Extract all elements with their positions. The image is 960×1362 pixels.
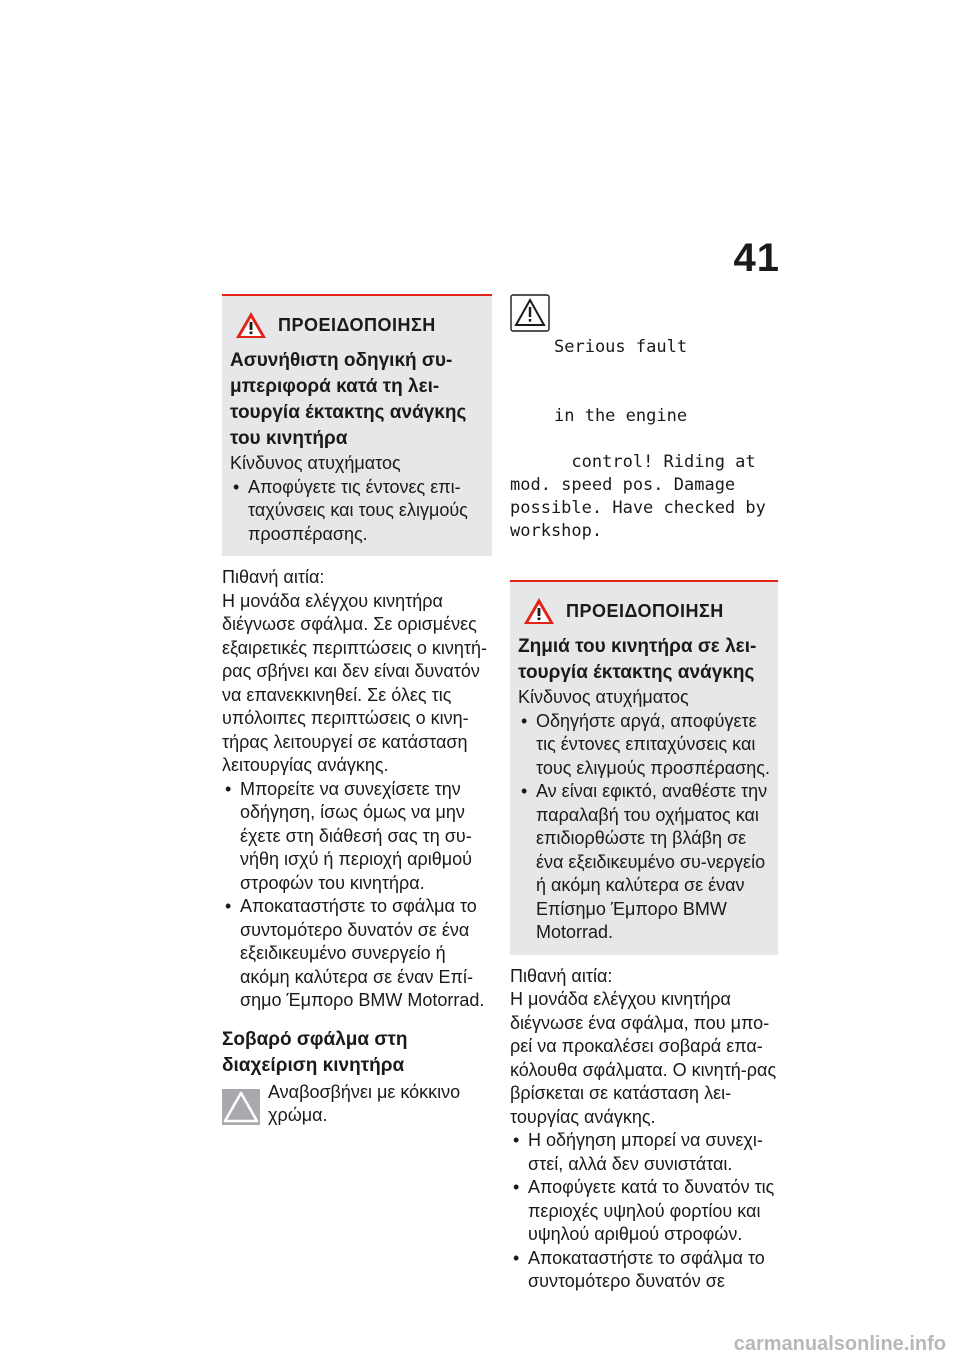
warning-label: ΠΡΟΕΙΔΟΠΟΙΗΣΗ bbox=[278, 314, 436, 335]
list-item: • Η οδήγηση μπορεί να συνεχι-στεί, αλλά δεν συνιστάται. bbox=[510, 1129, 778, 1176]
watermark: carmanualsonline.info bbox=[733, 1333, 946, 1355]
warning-bullets bbox=[518, 710, 770, 945]
indicator-row bbox=[222, 1081, 492, 1128]
indicator-text: Αναβοσβήνει με κόκκινο χρώμα. bbox=[268, 1081, 461, 1125]
right-column bbox=[510, 290, 778, 1294]
action-bullets bbox=[510, 1129, 778, 1294]
cause-text: Η μονάδα ελέγχου κινητήρα διέγνωσε ένα σφάλμα, που μπο-ρεί να προκαλέσει σοβαρά επα-κόλουθα σφάλματα. Ο κινητή-ρας βρίσκεται σε κατάσταση λει-τουργίας ανάγκης. bbox=[510, 989, 777, 1127]
list-item: • Αποκαταστήστε το σφάλμα το συντομότερο δυνατόν σε bbox=[510, 1247, 778, 1294]
warning-risk: Κίνδυνος ατυχήματος bbox=[230, 453, 401, 473]
action-bullets bbox=[222, 778, 492, 1013]
warning-bullets bbox=[230, 476, 484, 547]
warning-heading: Ζημιά του κινητήρα σε λει- τουργία έκτακτης ανάγκης bbox=[518, 636, 757, 683]
list-item: • Μπορείτε να συνεχίσετε την οδήγηση, ίσως όμως να μην έχετε στη διάθεσή σας τη συ-νήθη ισχύ ή περιοχή αριθμού στροφών του κινητήρα. bbox=[222, 778, 492, 896]
warning-triangle-icon bbox=[522, 596, 556, 626]
warning-box-engine-damage bbox=[510, 582, 778, 955]
list-item: • Αποφύγετε τις έντονες επι-ταχύνσεις και τους ελιγμούς προσπέρασης. bbox=[230, 476, 484, 547]
cause-label: Πιθανή αιτία: bbox=[510, 965, 613, 986]
list-item: • Αποφύγετε κατά το δυνατόν τις περιοχές υψηλού φορτίου και υψηλού αριθμού στροφών. bbox=[510, 1176, 778, 1247]
left-column bbox=[222, 294, 492, 1128]
display-message: Serious fault in the engine control! Riding at mod. speed pos. Damage possible. Have checked by workshop. bbox=[510, 290, 778, 566]
warning-triangle-icon bbox=[234, 310, 268, 340]
page-number: 41 bbox=[733, 236, 780, 280]
list-item: • Αν είναι εφικτό, αναθέστε την παραλαβή του οχήματος και επιδιορθώστε τη βλάβη σε ένα εξειδικευμένο συ-νεργείο ή ακόμη καλύτερα σε έναν Επίσημο Έμπορο BMW Motorrad. bbox=[518, 780, 770, 945]
list-item: • Οδηγήστε αργά, αποφύγετε τις έντονες επιταχύνσεις και τους ελιγμούς προσπέρασης. bbox=[518, 710, 770, 781]
warning-box-emergency-operation bbox=[222, 294, 492, 556]
general-warning-light-icon bbox=[222, 1089, 260, 1125]
cause-label: Πιθανή αιτία: bbox=[222, 567, 325, 587]
list-item: • Αποκαταστήστε το σφάλμα το συντομότερο δυνατόν σε ένα εξειδικευμένο συνεργείο ή ακόμη καλύτερα σε έναν Επί-σημο Έμπορο BMW Motorrad. bbox=[222, 895, 492, 1013]
warning-heading: Ασυνήθιστη οδηγική συ- μπεριφορά κατά τη λει- τουργία έκτακτης ανάγκης του κινητήρα bbox=[230, 350, 467, 449]
cause-text: Η μονάδα ελέγχου κινητήρα διέγνωσε σφάλμα. Σε ορισμένες εξαιρετικές περιπτώσεις ο κινητή-ρας σβήνει και δεν είναι δυνατόν να επανεκκινηθεί. Σε όλες τις υπόλοιπες περιπτώσεις ο κινη-τήρας λειτουργεί σε κατάσταση λειτουργίας ανάγκης. bbox=[222, 590, 488, 775]
warning-label: ΠΡΟΕΙΔΟΠΟΙΗΣΗ bbox=[566, 600, 724, 621]
warning-triangle-outline-icon bbox=[510, 294, 550, 332]
section-title: Σοβαρό σφάλμα στη διαχείριση κινητήρα bbox=[222, 1028, 408, 1076]
warning-risk: Κίνδυνος ατυχήματος bbox=[518, 687, 689, 707]
